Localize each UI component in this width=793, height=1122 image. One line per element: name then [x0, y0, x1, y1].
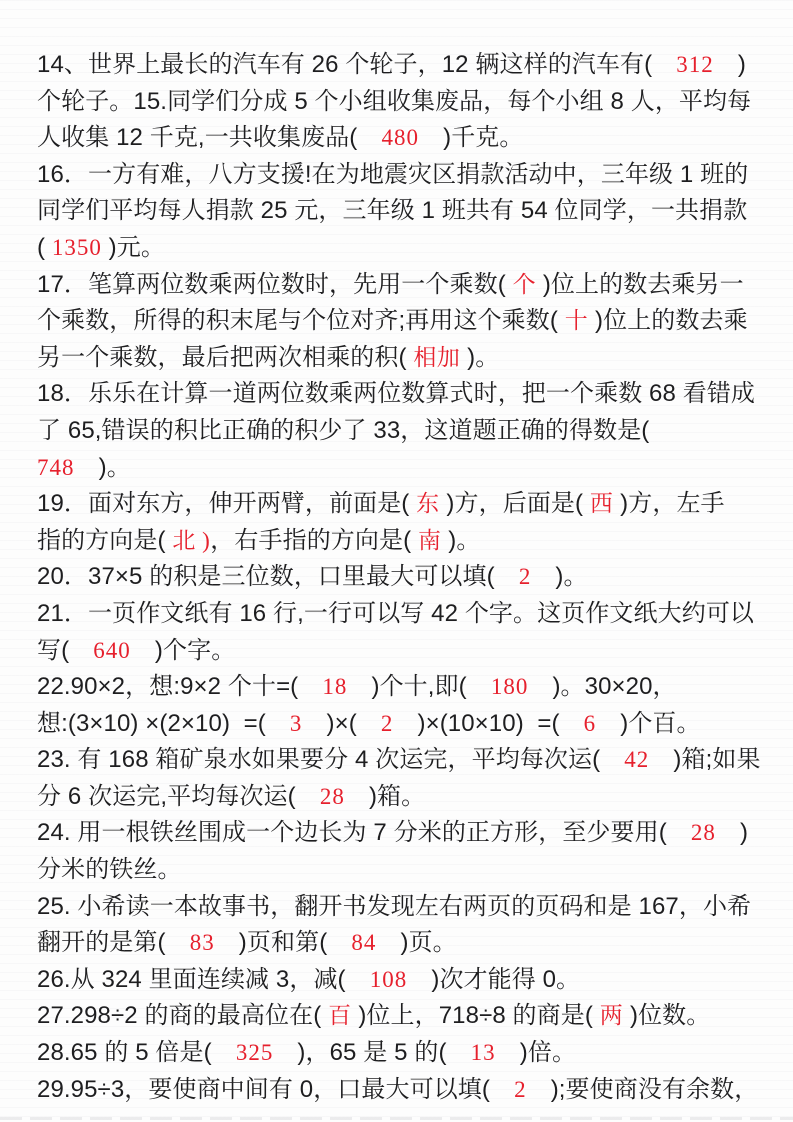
worksheet-line	[37, 47, 765, 84]
question-text: );要使商没有余数，	[526, 1075, 759, 1103]
question-text: ，右手指的方向是(	[210, 526, 418, 554]
question-text: 19．面对东方，伸开两臂，前面是(	[37, 490, 417, 518]
question-text: 26.从 324 里面连续减 3，减(	[37, 965, 370, 993]
answer-text: 2	[514, 1076, 527, 1102]
worksheet-line	[37, 1035, 765, 1072]
question-text: )倍。	[495, 1039, 577, 1067]
worksheet-line	[37, 889, 765, 926]
answer-text: 百	[328, 1003, 352, 1029]
question-text: )。	[74, 453, 131, 481]
question-text: )位上，718÷8 的商是(	[351, 1002, 600, 1030]
question-text: )×(	[302, 709, 381, 737]
question-text: 17．笔算两位数乘两位数时，先用一个乘数(	[37, 270, 513, 298]
answer-text: 两	[599, 1003, 624, 1029]
question-text: )。	[441, 526, 481, 554]
question-text: 写(	[37, 636, 94, 664]
worksheet-line	[37, 193, 765, 230]
question-text: )个字。	[130, 636, 236, 664]
question-text: 了 65,错误的积比正确的积少了 33，这道题正确的得数是(	[37, 416, 674, 444]
worksheet-line	[37, 559, 765, 596]
question-text: )位上的数去乘另一	[536, 270, 744, 298]
worksheet-line	[37, 413, 765, 486]
question-text: 22.90×2，想:9×2 个十=(	[37, 673, 323, 701]
answer-text: 相加	[413, 344, 461, 370]
question-text: 分 6 次运完,平均每次运(	[37, 782, 320, 810]
worksheet-line	[37, 596, 765, 633]
answer-text: 十	[564, 308, 589, 334]
answer-text: 180	[490, 674, 529, 700]
answer-text: 西	[589, 491, 614, 517]
answer-text: 28	[690, 820, 716, 846]
worksheet-line	[37, 779, 765, 816]
worksheet-line	[37, 852, 765, 889]
question-text: 14、世界上最长的汽车有 26 个轮子，12 辆这样的汽车有(	[37, 51, 677, 78]
question-text: 27.298÷2 的商的最高位在(	[37, 1002, 329, 1030]
question-text: )方，左手	[613, 490, 725, 518]
answer-text: 84	[351, 930, 377, 956]
question-text: )箱。	[344, 782, 426, 810]
worksheet-line	[37, 742, 765, 779]
question-text: )	[713, 51, 746, 78]
answer-text: 28	[319, 783, 345, 809]
answer-text: 748	[37, 454, 75, 480]
question-text: )箱;如果	[649, 746, 761, 774]
question-text: )	[715, 819, 749, 847]
answer-text: 13	[470, 1040, 496, 1066]
worksheet-line	[37, 1072, 765, 1109]
worksheet-line	[37, 815, 765, 852]
question-text: 分米的铁丝。	[37, 856, 182, 884]
answer-text: 2	[380, 710, 394, 736]
worksheet-line	[37, 706, 765, 743]
question-text: (	[37, 233, 52, 261]
answer-text: 6	[583, 710, 597, 736]
question-text: )，65 是 5 的(	[273, 1039, 471, 1067]
question-text: 25. 小希读一本故事书，翻开书发现左右两页的页码和是 167，小希	[37, 892, 752, 920]
worksheet-line	[37, 962, 765, 999]
question-text: 28.65 的 5 倍是(	[37, 1039, 236, 1067]
answer-text: 个	[512, 271, 537, 297]
question-text: )。30×20，	[528, 673, 677, 701]
answer-text: 3	[289, 710, 303, 736]
question-text: 16．一方有难，八方支援!在为地震灾区捐款活动中，三年级 1 班的	[37, 160, 749, 188]
answer-text: 42	[624, 747, 650, 773]
question-text: )页和第(	[214, 929, 352, 957]
question-text: 21．一页作文纸有 16 行,一行可以写 42 个字。这页作文纸大约可以	[37, 599, 755, 627]
worksheet-line	[37, 84, 765, 121]
question-text: )×(10×10) =(	[393, 709, 584, 737]
worksheet-line	[37, 340, 765, 377]
question-text: 个轮子。15.同学们分成 5 个小组收集废品，每个小组 8 人，平均每	[37, 87, 752, 115]
question-text: )元。	[101, 233, 165, 261]
question-text: )。	[531, 563, 588, 591]
question-text: 18．乐乐在计算一道两位数乘两位数算式时，把一个乘数 68 看错成	[37, 380, 756, 408]
answer-text: 325	[235, 1040, 274, 1066]
question-text: 29.95÷3，要使商中间有 0，口最大可以填(	[37, 1075, 515, 1103]
answer-text: 南	[417, 527, 442, 553]
question-text: )次才能得 0。	[407, 965, 581, 993]
question-text: )位数。	[623, 1002, 711, 1030]
answer-text: 北 )	[172, 527, 211, 553]
question-text: 24. 用一根铁丝围成一个边长为 7 分米的正方形，至少要用(	[37, 819, 691, 847]
worksheet-line	[37, 376, 765, 413]
worksheet-line	[37, 998, 765, 1035]
worksheet-line	[37, 523, 765, 560]
worksheet-line	[37, 267, 765, 304]
question-text: )个十,即(	[347, 673, 491, 701]
answer-text: 83	[189, 930, 215, 956]
answer-text: 312	[676, 52, 714, 77]
answer-text: 东	[416, 491, 440, 517]
answer-text: 480	[381, 125, 419, 151]
question-text: )位上的数去乘	[588, 307, 748, 335]
worksheet-line	[37, 669, 765, 706]
question-text: )个百。	[596, 709, 701, 737]
question-text: 人收集 12 千克,一共收集废品(	[37, 124, 382, 152]
question-text: 翻开的是第(	[37, 929, 190, 957]
answer-text: 108	[369, 966, 408, 992]
question-text: 同学们平均每人捐款 25 元，三年级 1 班共有 54 位同学，一共捐款	[37, 197, 748, 225]
question-text: 想:(3×10) ×(2×10) =(	[37, 709, 290, 737]
question-text: )方，后面是(	[439, 490, 590, 518]
question-text: 指的方向是(	[37, 526, 173, 554]
question-text: )页。	[376, 929, 457, 957]
question-text: 20．37×5 的积是三位数，口里最大可以填(	[37, 563, 519, 591]
answer-text: 1350	[51, 234, 102, 260]
worksheet-line	[37, 230, 765, 267]
worksheet-line	[37, 633, 765, 670]
page-bottom-texture	[0, 1117, 793, 1120]
question-text: 23. 有 168 箱矿泉水如果要分 4 次运完，平均每次运(	[37, 746, 625, 774]
question-text: 另一个乘数，最后把两次相乘的积(	[37, 343, 414, 371]
worksheet-line	[37, 303, 765, 340]
worksheet-line	[37, 925, 765, 962]
question-text: )千克。	[419, 124, 524, 152]
answer-text: 2	[518, 564, 532, 590]
question-text: 个乘数，所得的积末尾与个位对齐;再用这个乘数(	[37, 307, 565, 335]
worksheet-line	[37, 157, 765, 194]
worksheet-line	[37, 120, 765, 157]
answer-text: 640	[93, 637, 131, 663]
question-text: )。	[460, 343, 500, 371]
worksheet-line	[37, 486, 765, 523]
answer-text: 18	[322, 674, 348, 700]
